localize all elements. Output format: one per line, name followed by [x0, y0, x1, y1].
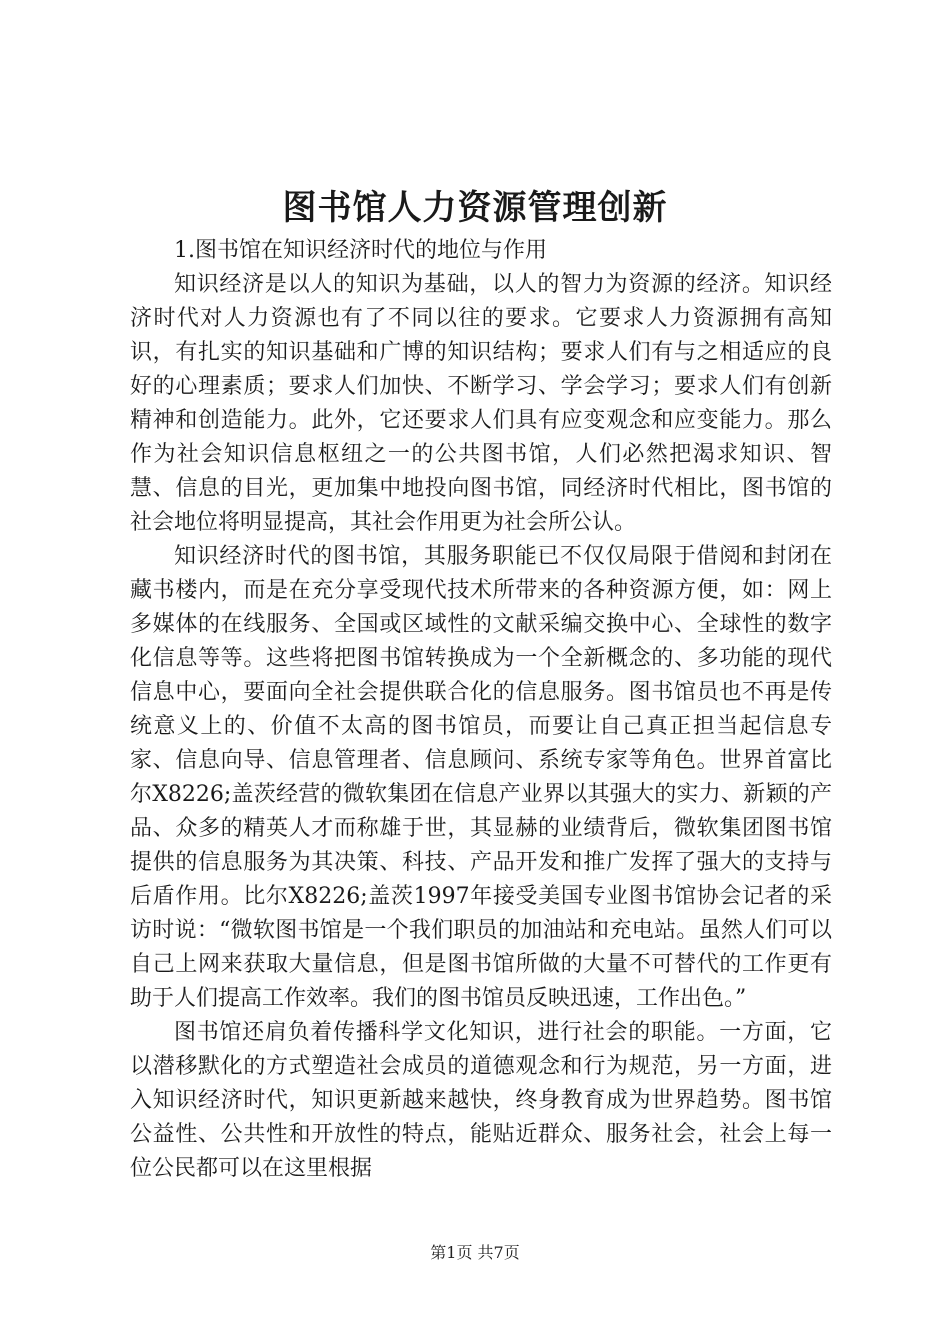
paragraph-1: 知识经济是以人的知识为基础，以人的智力为资源的经济。知识经济时代对人力资源也有了不同以往的要求。它要求人力资源拥有高知识，有扎实的知识基础和广博的知识结构；要求人们有与之相适应的良好的心理素质；要求人们加快、不断学习、学会学习；要求人们有创新精神和创造能力。此外，它还要求人们具有应变观念和应变能力。那么作为社会知识信息枢纽之一的公共图书馆，人们必然把渴求知识、智慧、信息的目光，更加集中地投向图书馆，同经济时代相比，图书馆的社会地位将明显提高，其社会作用更为社会所公认。 [130, 272, 832, 535]
document-body [130, 234, 832, 1186]
document-title: 图书馆人力资源管理创新 [282, 188, 668, 228]
section-heading: 1.图书馆在知识经济时代的地位与作用 [174, 238, 547, 263]
paragraph-2: 知识经济时代的图书馆，其服务职能已不仅仅局限于借阅和封闭在藏书楼内，而是在充分享受现代技术所带来的各种资源方便，如：网上多媒体的在线服务、全国或区域性的文献采编交换中心、全球性的数字化信息等等。这些将把图书馆转换成为一个全新概念的、多功能的现代信息中心，要面向全社会提供联合化的信息服务。图书馆员也不再是传统意义上的、价值不太高的图书馆员，而要让自己真正担当起信息专家、信息向导、信息管理者、信息顾问、系统专家等角色。世界首富比尔X8226;盖茨经营的微软集团在信息产业界以其强大的实力、新颖的产品、众多的精英人才而称雄于世，其显赫的业绩背后，微软集团图书馆提供的信息服务为其决策、科技、产品开发和推广发挥了强大的支持与后盾作用。比尔X8226;盖茨1997年接受美国专业图书馆协会记者的采访时说：“微软图书馆是一个我们职员的加油站和充电站。虽然人们可以自己上网来获取大量信息，但是图书馆所做的大量不可替代的工作更有助于人们提高工作效率。我们的图书馆员反映迅速，工作出色。” [130, 544, 832, 1011]
page-footer: 第1页 共7页 [430, 1243, 520, 1262]
paragraph-3: 图书馆还肩负着传播科学文化知识，进行社会的职能。一方面，它以潜移默化的方式塑造社会成员的道德观念和行为规范，另一方面，进入知识经济时代，知识更新越来越快，终身教育成为世界趋势。图书馆公益性、公共性和开放性的特点，能贴近群众、服务社会，社会上每一位公民都可以在这里根据 [130, 1020, 832, 1181]
